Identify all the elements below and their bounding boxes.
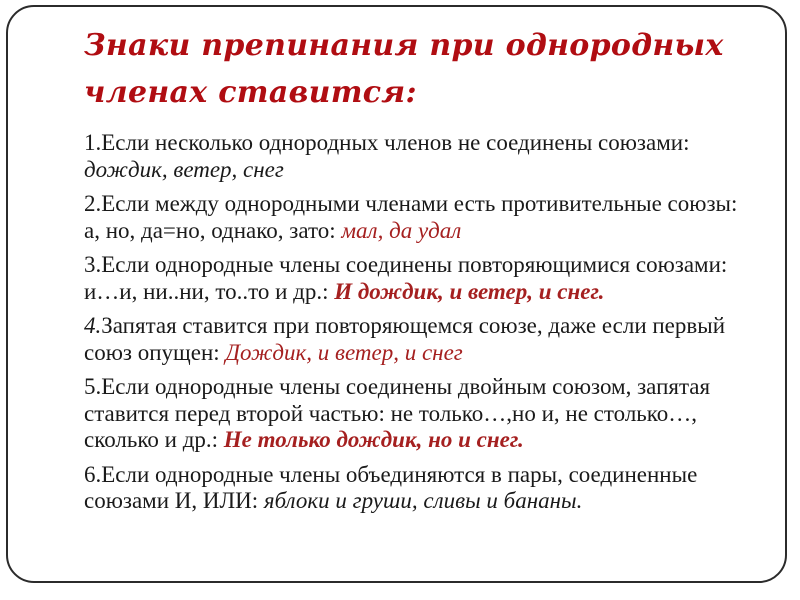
rule-item <box>84 252 744 305</box>
rule-text-segment: мал, да удал <box>341 217 462 243</box>
rule-text-segment: И дождик, и ветер, и снег. <box>334 278 605 304</box>
slide-content <box>84 22 756 523</box>
rule-text-segment: дождик, ветер, снег <box>84 156 284 182</box>
rules-list <box>84 130 744 515</box>
rule-text-segment: 3.Если однородные члены соединены повторяющимися союзами: и…и, ни..ни, то..то и др.: <box>84 252 728 304</box>
rule-item <box>84 462 744 515</box>
rule-text-segment: 2.Если между однородными членами есть противительные союзы: а, но, да=но, однако, зато: <box>84 191 738 243</box>
rule-item <box>84 374 744 454</box>
rule-text-segment: Не только дождик, но и снег. <box>223 427 524 452</box>
rule-text-segment: 4. <box>84 313 102 338</box>
rule-text-segment: 6.Если однородные члены объединяются в пары, соединенные союзами И, ИЛИ: <box>84 461 698 513</box>
rule-text-segment: 5.Если однородные члены соединены двойным союзом, запятая ставится перед второй частью: не только…,но и, не столько…, сколько и др.: <box>84 374 711 452</box>
rule-text-segment: 1.Если несколько однородных членов не соединены союзами: <box>84 130 690 155</box>
rule-text-segment: Запятая ставится при повторяющемся союзе, даже если первый союз опущен: <box>84 313 726 365</box>
slide-title: Знаки препинания при однородных членах ставится: <box>84 28 724 110</box>
rule-text-segment: яблоки и груши, сливы и бананы. <box>263 488 583 513</box>
rule-item <box>84 130 744 183</box>
rule-item <box>84 313 744 366</box>
rule-item <box>84 191 744 244</box>
rule-text-segment: Дождик, и ветер, и снег <box>225 339 463 365</box>
